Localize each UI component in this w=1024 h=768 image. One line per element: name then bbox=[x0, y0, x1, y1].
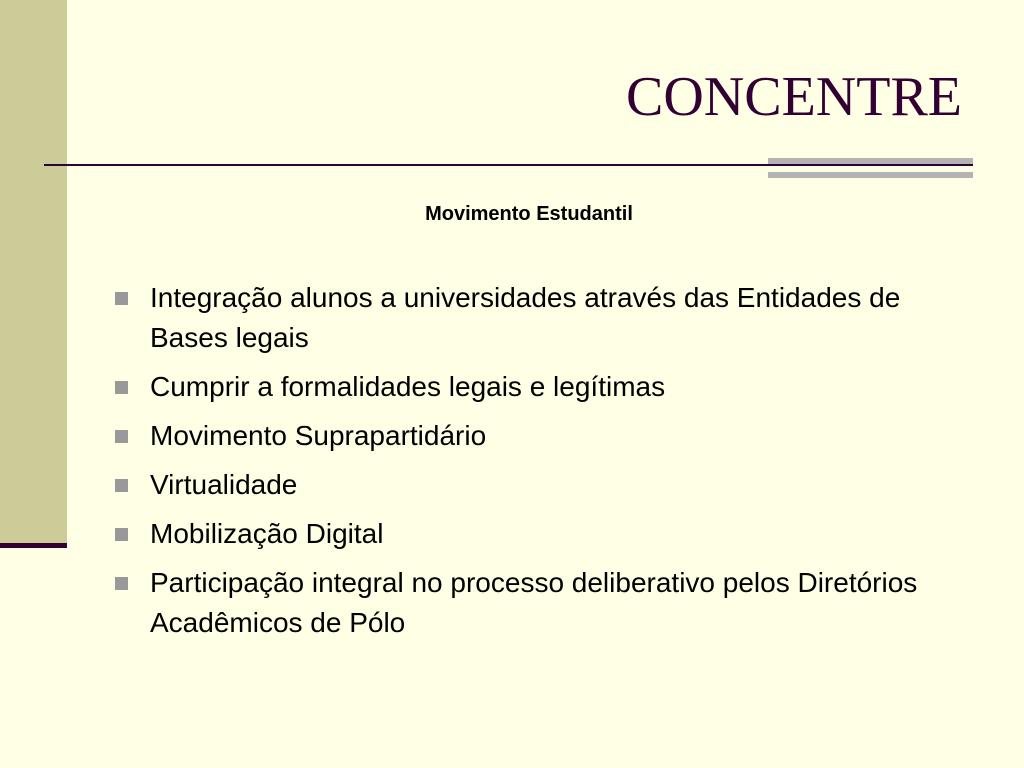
bullet-text: Integração alunos a universidades através das Entidades de Bases legais bbox=[150, 282, 901, 353]
bullet-text: Mobilização Digital bbox=[150, 518, 384, 549]
bullet-text: Cumprir a formalidades legais e legítimas bbox=[150, 371, 666, 402]
bullet-item bbox=[113, 514, 973, 554]
left-band-underline bbox=[0, 543, 67, 548]
square-bullet-icon bbox=[115, 292, 128, 305]
square-bullet-icon bbox=[115, 479, 128, 492]
divider-accent-bar-top bbox=[768, 158, 973, 164]
bullet-item bbox=[113, 416, 973, 456]
bullet-text: Virtualidade bbox=[150, 469, 298, 500]
bullet-text: Participação integral no processo deliberativo pelos Diretórios Acadêmicos de Pólo bbox=[150, 567, 918, 638]
square-bullet-icon bbox=[115, 430, 128, 443]
bullet-item bbox=[113, 563, 973, 643]
slide-subtitle: Movimento Estudantil bbox=[425, 203, 633, 225]
square-bullet-icon bbox=[115, 528, 128, 541]
divider-accent-bar-bottom bbox=[768, 172, 973, 178]
bullet-list bbox=[113, 278, 973, 652]
title-divider-line bbox=[44, 164, 973, 166]
square-bullet-icon bbox=[115, 577, 128, 590]
bullet-item bbox=[113, 465, 973, 505]
slide-title: CONCENTRE bbox=[626, 66, 962, 128]
bullet-item bbox=[113, 278, 973, 358]
left-decorative-band bbox=[0, 0, 67, 545]
bullet-text: Movimento Suprapartidário bbox=[150, 420, 487, 451]
square-bullet-icon bbox=[115, 381, 128, 394]
bullet-item bbox=[113, 367, 973, 407]
